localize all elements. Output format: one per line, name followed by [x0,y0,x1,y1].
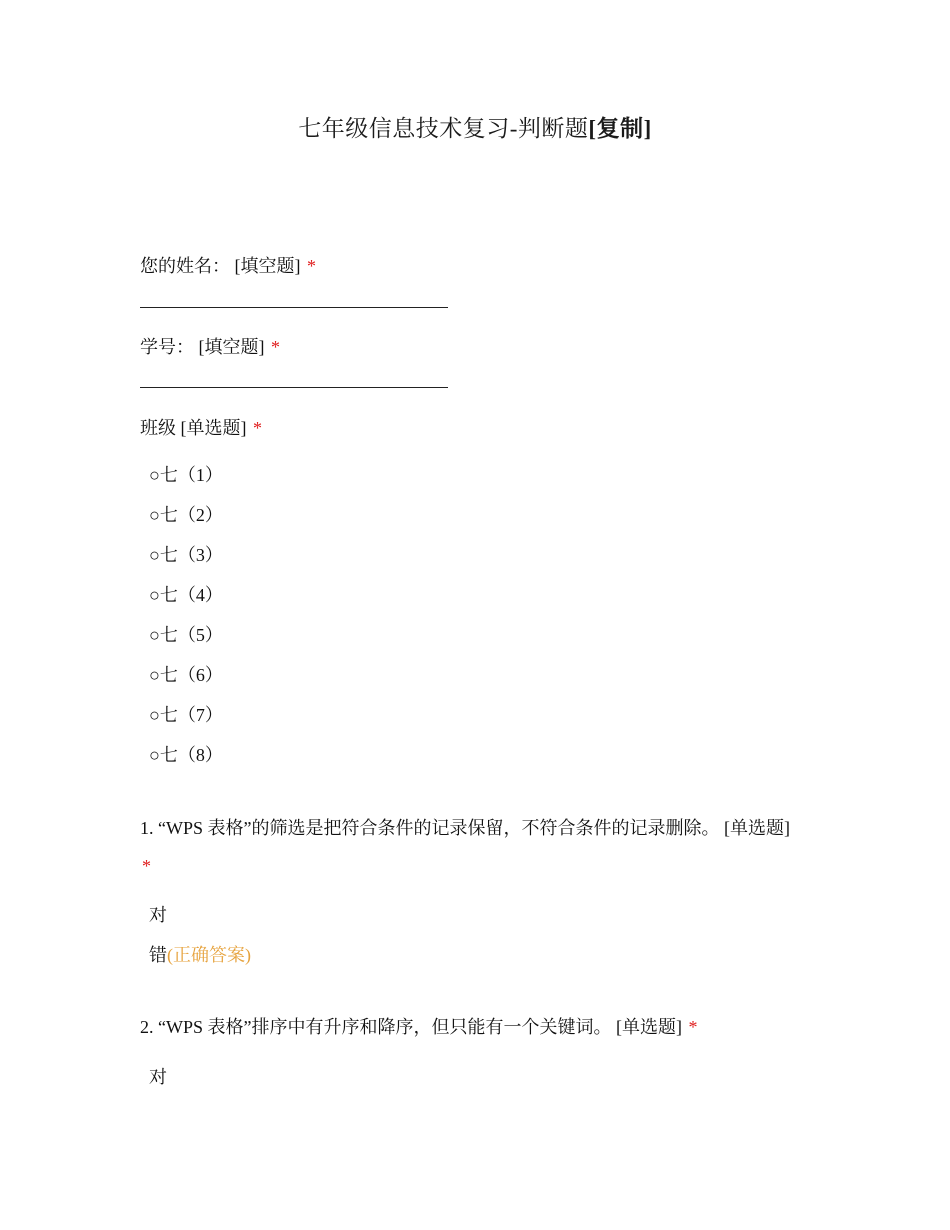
title-main: 七年级信息技术复习-判断题 [298,116,589,141]
student-id-type: [填空题] [198,337,265,357]
question-1-text: 1. “WPS 表格”的筛选是把符合条件的记录保留，不符合条件的记录删除。 [140,818,720,838]
correct-answer-note: (正确答案) [167,945,251,965]
name-type: [填空题] [234,256,301,276]
question-2-text: 2. “WPS 表格”排序中有升序和降序，但只能有一个关键词。 [140,1017,612,1037]
class-option[interactable]: ○七（1） [149,465,223,485]
question-2 [140,1008,800,1046]
required-mark: * [307,256,316,276]
option-label: 对 [149,1067,167,1087]
student-id-question [140,333,280,359]
class-option[interactable]: ○七（2） [149,505,223,525]
required-mark: * [253,418,262,438]
page-title [0,110,950,143]
class-option[interactable]: ○七（3） [149,545,223,565]
title-suffix: [复制] [588,116,652,141]
required-mark: * [271,337,280,357]
class-type: [单选题] [180,418,247,438]
student-id-label: 学号： [140,337,194,357]
name-question [140,252,316,278]
class-question [140,414,262,440]
class-label: 班级 [140,418,176,438]
name-input-line[interactable] [140,307,448,308]
question-1-option-true[interactable] [149,901,167,927]
question-1-option-false[interactable] [149,941,251,967]
class-option[interactable]: ○七（6） [149,665,223,685]
question-1 [140,809,800,885]
student-id-input-line[interactable] [140,387,448,388]
option-label: 对 [149,905,167,925]
class-option[interactable]: ○七（4） [149,585,223,605]
class-option[interactable]: ○七（8） [149,745,223,765]
required-mark: * [688,1017,698,1037]
question-1-type: [单选题] [724,818,790,838]
required-mark: * [142,856,151,876]
question-2-type: [单选题] [616,1017,682,1037]
question-2-option-true[interactable] [149,1063,167,1089]
name-label: 您的姓名： [140,256,230,276]
option-label: 错 [149,945,167,965]
class-option[interactable]: ○七（5） [149,625,223,645]
class-option[interactable]: ○七（7） [149,705,223,725]
